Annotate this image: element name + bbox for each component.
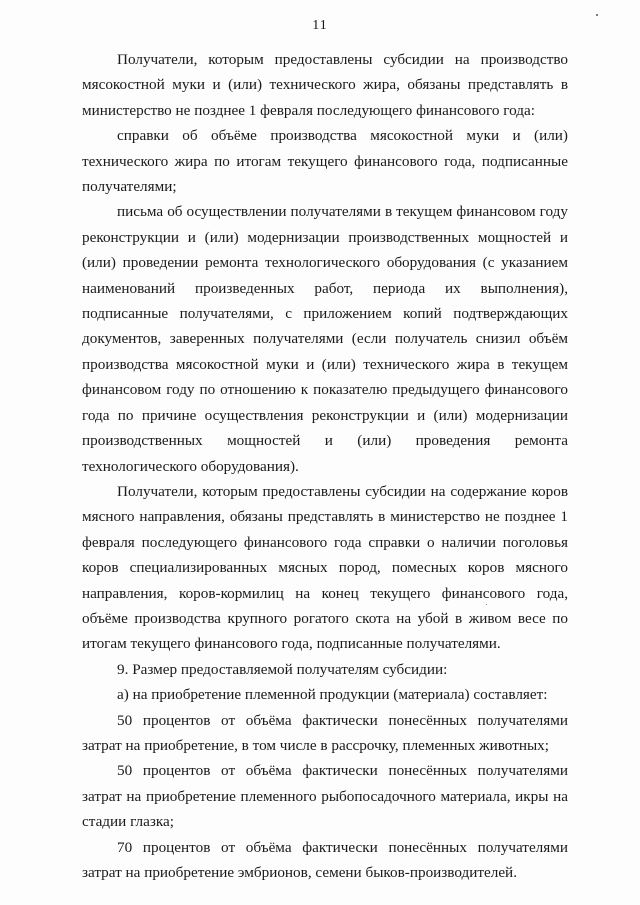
paragraph-meat-bone-meal-reporting: Получатели, которым предоставлены субсидии на производство мясокостной муки и (или) технического жира, обязаны представлять в министерство не позднее 1 февраля последующего финансового года: xyxy=(82,51,568,119)
paragraph-beef-cows-reporting: Получатели, которым предоставлены субсидии на содержание коров мясного направления, обязаны представлять в министерство не позднее 1 февраля последующего финансового года справки о наличии поголовья коров специализированных мясных пород, помесных коров мясного направления, коров-кормилиц на конец текущего финансового года, объёме производства крупного рогатого скота на убой в живом весе по итогам текущего финансового года, подписанные получателями. xyxy=(82,482,568,653)
paragraph-subsidy-size-heading: 9. Размер предоставляемой получателям субсидии: xyxy=(117,660,448,678)
scan-speck xyxy=(596,14,598,16)
document-body xyxy=(82,47,568,885)
page-number: 11 xyxy=(312,18,328,33)
paragraph-embryos-semen-rate: 70 процентов от объёма фактически понесённых получателями затрат на приобретение эмбрионов, семени быков-производителей. xyxy=(82,838,568,881)
paragraph-breeding-animals-rate: 50 процентов от объёма фактически понесённых получателями затрат на приобретение, в том числе в рассрочку, племенных животных; xyxy=(82,711,568,754)
paragraph-reconstruction-letters: письма об осуществлении получателями в текущем финансовом году реконструкции и (или) модернизации производственных мощностей и (или) проведении ремонта технологического оборудования (с указанием наименований произведенных работ, периода их выполнения), подписанные получателями, с приложением копий подтверждающих документов, заверенных получателями (если получатель снизил объём производства мясокостной муки и (или) технического жира в текущем финансовом году по отношению к показателю предыдущего финансового года по причине осуществления реконструкции и (или) модернизации производственных мощностей и (или) проведения ремонта технологического оборудования). xyxy=(82,203,568,475)
paragraph-breeding-products: а) на приобретение племенной продукции (материала) составляет: xyxy=(117,686,548,704)
paragraph-production-certificates: справки об объёме производства мясокостной муки и (или) технического жира по итогам текущего финансового года, подписанные получателями; xyxy=(82,127,568,196)
scan-speck xyxy=(486,604,487,605)
paragraph-fish-stock-rate: 50 процентов от объёма фактически понесённых получателями затрат на приобретение племенного рыбопосадочного материала, икры на стадии глазка; xyxy=(82,762,568,831)
